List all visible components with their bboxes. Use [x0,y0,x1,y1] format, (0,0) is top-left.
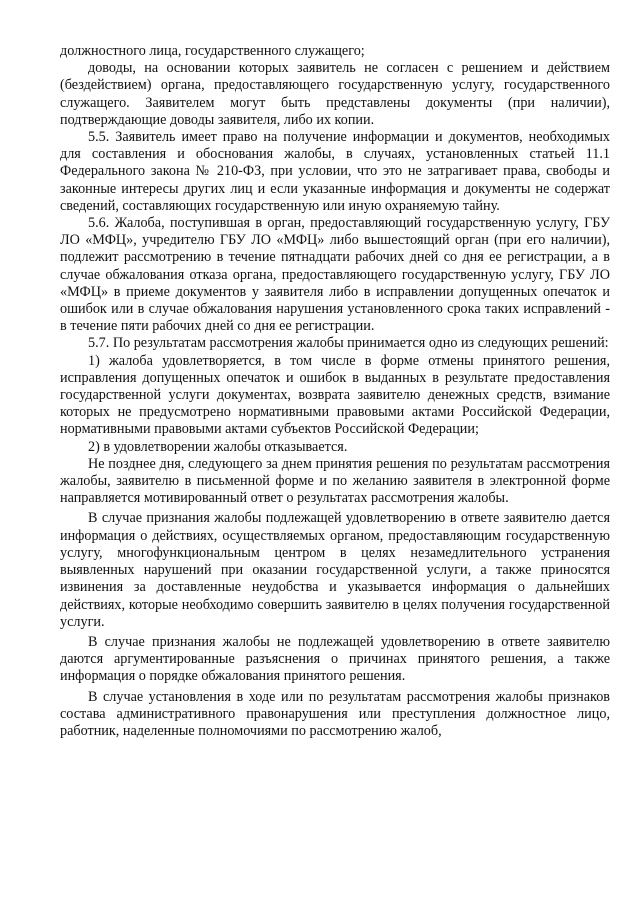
list-item-1-complaint-satisfied: 1) жалоба удовлетворяется, в том числе в форме отмены принятого решения, исправления допущенных опечаток и ошибок в выданных в результате предоставления государственной услуги документах, возврата заявителю денежных средств, взимание которых не предусмотрено нормативными правовыми актами Российской Федерации, нормативными правовыми актами субъектов Российской Федерации; [60,352,610,438]
paragraph-response-deadline: Не позднее дня, следующего за днем принятия решения по результатам рассмотрения жалобы, заявителю в письменной форме и по желанию заявителя в электронной форме направляется мотивированный ответ о результатах рассмотрения жалобы. [60,455,610,507]
paragraph-5-6: 5.6. Жалоба, поступившая в орган, предоставляющий государственную услугу, ГБУ ЛО «МФЦ», учредителю ГБУ ЛО «МФЦ» либо вышестоящий орган (при его наличии), подлежит рассмотрению в течение пятнадцати рабочих дней со дня ее регистрации, а в случае обжалования отказа органа, предоставляющего государственную услугу, ГБУ ЛО «МФЦ» в приеме документов у заявителя либо в исправлении допущенных опечаток и ошибок или в случае обжалования нарушения установленного срока таких исправлений - в течение пяти рабочих дней со дня ее регистрации. [60,215,610,335]
document-page [60,43,610,740]
paragraph-5-5: 5.5. Заявитель имеет право на получение информации и документов, необходимых для составления и обоснования жалобы, в случаях, установленных статьей 11.1 Федерального закона № 210-ФЗ, при условии, что это не затрагивает права, свободы и законные интересы других лиц и если указанные информация и документы не содержат сведений, составляющих государственную или иную охраняемую тайну. [60,129,610,214]
paragraph-complaint-rejected: В случае признания жалобы не подлежащей удовлетворению в ответе заявителю даются аргументированные разъяснения о причинах принятого решения, а также информация о порядке обжалования принятого решения. [60,633,610,685]
paragraph-offense-detected: В случае установления в ходе или по результатам рассмотрения жалобы признаков состава административного правонарушения или преступления должностное лицо, работник, наделенные полномочиями по рассмотрению жалоб, [60,688,610,739]
list-item-2-complaint-refused: 2) в удовлетворении жалобы отказывается. [88,438,348,455]
paragraph-official-continuation: должностного лица, государственного служащего; [60,43,365,59]
paragraph-complaint-accepted: В случае признания жалобы подлежащей удовлетворению в ответе заявителю дается информация о действиях, осуществляемых органом, предоставляющим государственную услугу, многофункциональным центром в целях незамедлительного устранения выявленных нарушений при оказании государственной услуги, а также приносятся извинения за доставленные неудобства и указывается информация о дальнейших действиях, которые необходимо совершить заявителю в целях получения государственной услуги. [60,510,610,630]
paragraph-arguments: доводы, на основании которых заявитель не согласен с решением и действием (бездействием) органа, предоставляющего государственную услугу, государственного служащего. Заявителем могут быть представлены документы (при наличии), подтверждающие доводы заявителя, либо их копии. [60,60,610,128]
paragraph-5-7: 5.7. По результатам рассмотрения жалобы принимается одно из следующих решений: [88,335,609,352]
